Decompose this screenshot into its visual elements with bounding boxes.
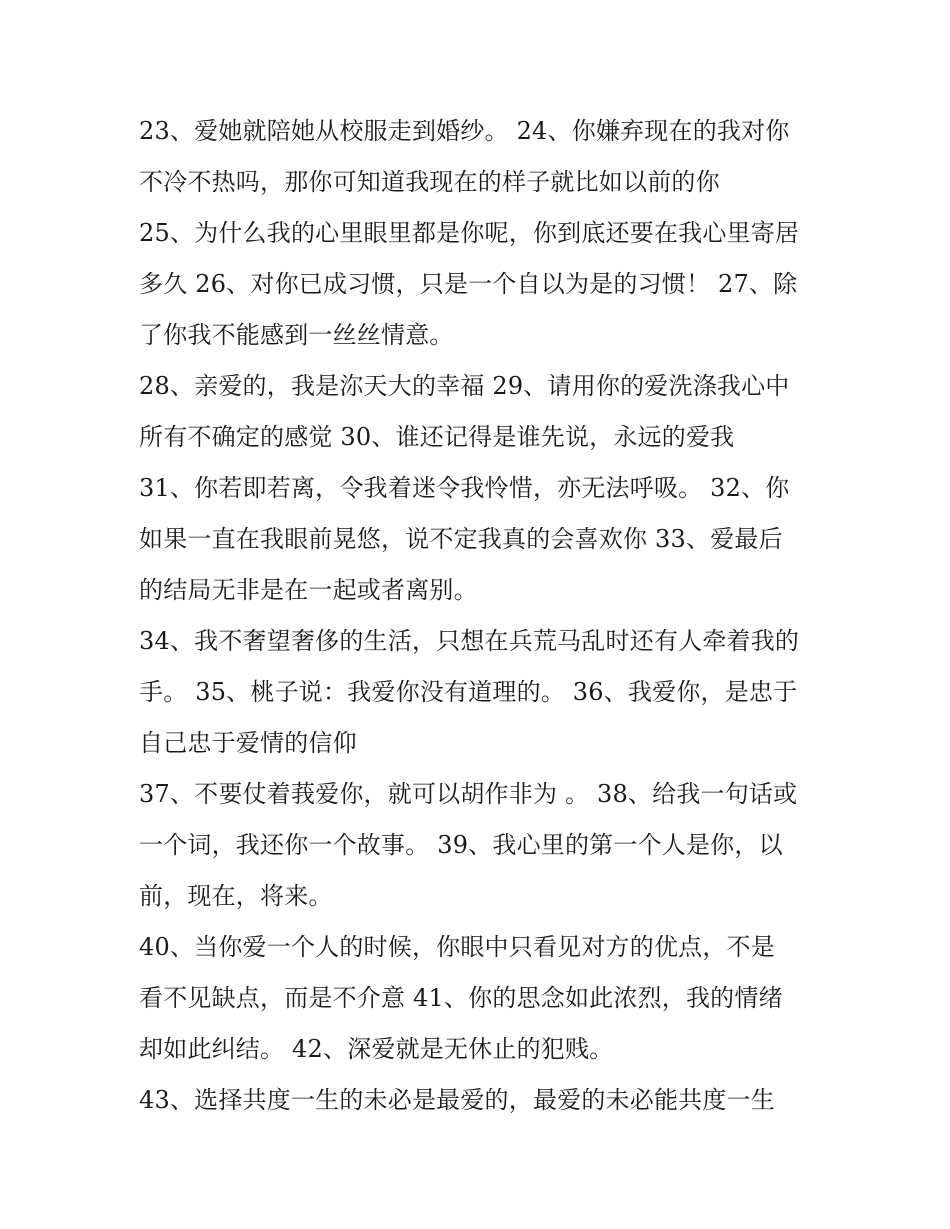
text-line-10: 的结局无非是在一起或者离别。: [139, 576, 478, 604]
text-line-12: 手。 35、桃子说：我爱你没有道理的。 36、我爱你，是忠于: [139, 678, 798, 706]
text-line-4: 多久 26、对你已成习惯，只是一个自以为是的习惯！ 27、除: [139, 270, 798, 298]
text-line-13: 自己忠于爱情的信仰: [139, 729, 357, 757]
text-line-19: 却如此纠结。 42、深爱就是无休止的犯贱。: [139, 1035, 614, 1063]
text-line-7: 所有不确定的感觉 30、谁还记得是谁先说，永远的爱我: [139, 423, 735, 451]
text-line-6: 28、亲爱的，我是沵天大的幸福 29、请用你的爱洗涤我心中: [139, 372, 790, 400]
text-line-3: 25、为什么我的心里眼里都是你呢，你到底还要在我心里寄居: [139, 219, 800, 247]
text-line-15: 一个词，我还你一个故事。 39、我心里的第一个人是你，以: [139, 831, 783, 859]
document-text-body: [139, 106, 839, 1126]
text-line-18: 看不见缺点，而是不介意 41、你的思念如此浓烈，我的情绪: [139, 984, 783, 1012]
text-line-8: 31、你若即若离，令我着迷令我怜惜，亦无法呼吸。 32、你: [139, 474, 790, 502]
text-line-2: 不冷不热吗，那你可知道我现在的样子就比如以前的你: [139, 168, 720, 196]
text-line-17: 40、当你爱一个人的时候，你眼中只看见对方的优点，不是: [139, 933, 775, 961]
text-line-1: 23、爱她就陪她从校服走到婚纱。 24、你嫌弃现在的我对你: [139, 117, 790, 145]
text-line-11: 34、我不奢望奢侈的生活，只想在兵荒马乱时还有人牵着我的: [139, 627, 800, 655]
text-line-16: 前，现在，将来。: [139, 882, 333, 910]
text-line-14: 37、不要仗着莪爱你，就可以胡作非为 。 38、给我一句话或: [139, 780, 798, 808]
text-line-5: 了你我不能感到一丝丝情意。: [139, 321, 454, 349]
text-line-9: 如果一直在我眼前晃悠，说不定我真的会喜欢你 33、爱最后: [139, 525, 783, 553]
text-line-20: 43、选择共度一生的未必是最爱的，最爱的未必能共度一生: [139, 1086, 775, 1114]
